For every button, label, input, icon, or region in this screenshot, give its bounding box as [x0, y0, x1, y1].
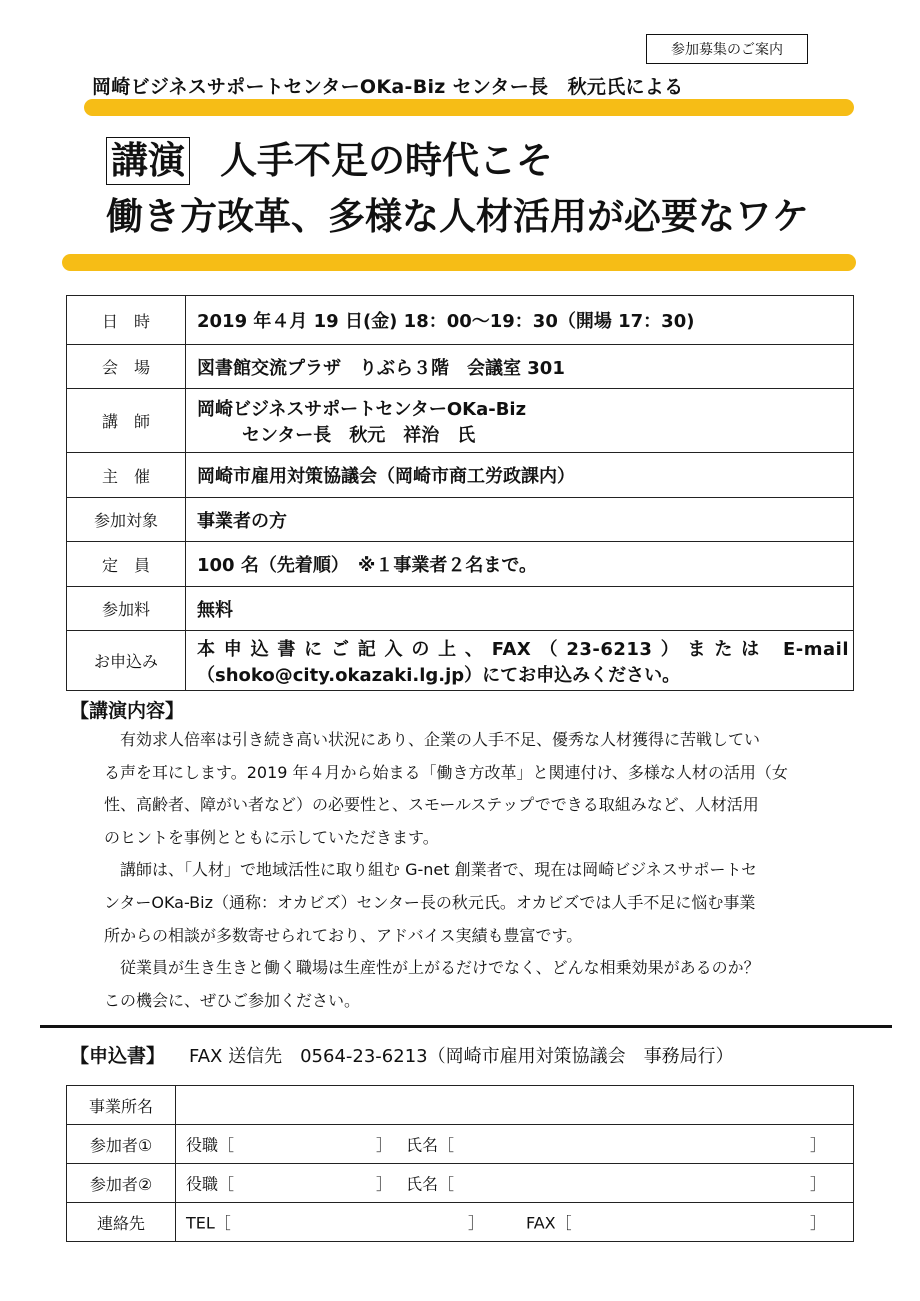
name-field-2[interactable]: 氏名［: [406, 1174, 455, 1194]
fee-label: 参加料: [67, 587, 186, 631]
name-bracket-close-2: ］: [810, 1174, 827, 1194]
bottom-accent-bar: [62, 254, 856, 271]
content-line: 有効求人倍率は引き続き高い状況にあり、企業の人手不足、優秀な人材獲得に苦戦してい: [104, 730, 761, 749]
form-row-contact: [67, 1203, 854, 1242]
venue-label: 会 場: [67, 345, 186, 389]
apply-email: （shoko@city.okazaki.lg.jp）にてお申込みください。: [197, 664, 681, 686]
fax-destination: FAX 送信先 0564-23-6213（岡崎市雇用対策協議会 事務局行）: [189, 1046, 734, 1067]
participant-2-label: 参加者②: [67, 1164, 176, 1203]
section-divider: [40, 1025, 892, 1028]
form-row-participant-1: [67, 1125, 854, 1164]
application-form: [66, 1085, 854, 1242]
fax-bracket-close: ］: [810, 1213, 827, 1233]
info-row-date: [67, 296, 854, 345]
contact-fields: [176, 1203, 854, 1242]
application-title: 【申込書】: [70, 1045, 166, 1067]
tel-field[interactable]: TEL［: [186, 1213, 231, 1233]
position-field-1[interactable]: 役職［: [186, 1135, 235, 1155]
fax-field[interactable]: FAX［: [526, 1213, 572, 1233]
target-value: 事業者の方: [186, 498, 854, 542]
speaker-label: 講 師: [67, 389, 186, 453]
content-line: 所からの相談が多数寄せられており、アドバイス実績も豊富です。: [104, 925, 583, 945]
content-line: る声を耳にします。2019 年４月から始まる「働き方改革」と関連付け、多様な人材の活用（女: [104, 762, 788, 782]
venue-value: 図書館交流プラザ りぶら３階 会議室 301: [186, 345, 854, 389]
organizer-line: 岡崎ビジネスサポートセンターOKa-Biz センター長 秋元氏による: [92, 76, 684, 98]
content-line: 従業員が生き生きと働く職場は生産性が上がるだけでなく、どんな相乗効果があるのか？: [104, 958, 760, 978]
position-bracket-close-1: ］: [376, 1135, 393, 1155]
target-label: 参加対象: [67, 498, 186, 542]
content-section-title: 【講演内容】: [70, 700, 185, 722]
application-header: [70, 1041, 734, 1068]
company-field[interactable]: [176, 1086, 854, 1125]
title-line-1: [106, 130, 553, 185]
participant-1-label: 参加者①: [67, 1125, 176, 1164]
top-accent-bar: [84, 99, 854, 116]
event-info-table: [66, 295, 854, 691]
participant-2-fields: [176, 1164, 854, 1203]
form-row-company: [67, 1086, 854, 1125]
capacity-value: 100 名（先着順） ※１事業者２名まで。: [186, 542, 854, 587]
host-label: 主 催: [67, 453, 186, 498]
host-value: 岡崎市雇用対策協議会（岡崎市商工労政課内）: [186, 453, 854, 498]
content-line: のヒントを事例とともに示していただきます。: [104, 827, 439, 847]
content-line: ンターOKa-Biz（通称：オカビズ）センター長の秋元氏。オカビズでは人手不足に悩む事業: [104, 892, 756, 912]
title-line-2: 働き方改革、多様な人材活用が必要なワケ: [106, 195, 809, 238]
speaker-org: 岡崎ビジネスサポートセンターOKa-Biz: [197, 398, 527, 420]
apply-instruction: 本申込書にご記入の上、FAX（23-6213）または E-mail: [197, 638, 849, 660]
tel-bracket-close: ］: [468, 1213, 485, 1233]
position-bracket-close-2: ］: [376, 1174, 393, 1194]
content-body: [104, 724, 858, 1017]
position-field-2[interactable]: 役職［: [186, 1174, 235, 1194]
lecture-box-label: 講演: [106, 137, 190, 185]
content-line: この機会に、ぜひご参加ください。: [104, 990, 361, 1010]
info-row-apply: [67, 631, 854, 691]
apply-label: お申込み: [67, 631, 186, 691]
announcement-badge: 参加募集のご案内: [646, 34, 808, 64]
info-row-venue: [67, 345, 854, 389]
info-row-host: [67, 453, 854, 498]
company-label: 事業所名: [67, 1086, 176, 1125]
info-row-target: [67, 498, 854, 542]
participant-1-fields: [176, 1125, 854, 1164]
fee-value: 無料: [186, 587, 854, 631]
date-label: 日 時: [67, 296, 186, 345]
apply-value: [186, 631, 854, 691]
info-row-fee: [67, 587, 854, 631]
info-row-capacity: [67, 542, 854, 587]
speaker-name: センター長 秋元 祥治 氏: [242, 424, 476, 446]
capacity-label: 定 員: [67, 542, 186, 587]
name-field-1[interactable]: 氏名［: [406, 1135, 455, 1155]
date-value: 2019 年４月 19 日(金) 18：00〜19：30（開場 17：30): [186, 296, 854, 345]
content-line: 性、高齢者、障がい者など）の必要性と、スモールステップでできる取組みなど、人材活用: [104, 795, 759, 815]
contact-label: 連絡先: [67, 1203, 176, 1242]
info-row-speaker: [67, 389, 854, 453]
content-line: 講師は、「人材」で地域活性に取り組む G-net 創業者で、現在は岡崎ビジネスサポートセ: [104, 860, 758, 880]
form-row-participant-2: [67, 1164, 854, 1203]
speaker-value: [186, 389, 854, 453]
name-bracket-close-1: ］: [810, 1135, 827, 1155]
title-main-text: 人手不足の時代こそ: [220, 139, 553, 182]
